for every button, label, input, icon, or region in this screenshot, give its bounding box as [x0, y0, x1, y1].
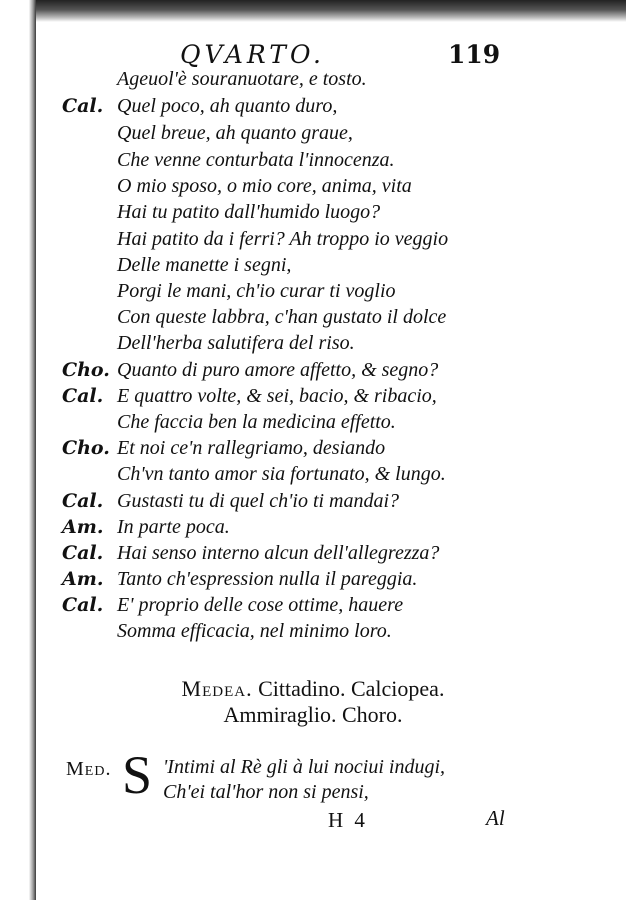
speaker-label-medea: Med.	[66, 758, 112, 780]
scene-characters-rest: Cittadino. Calciopea.	[252, 676, 445, 701]
verse-text: Quanto di puro amore affetto, & segno?	[117, 359, 439, 381]
verse-text: Quel poco, ah quanto duro,	[117, 95, 338, 117]
running-head: QVARTO.	[180, 40, 325, 69]
verse-text: Hai patito da i ferri? Ah troppo io veggio	[117, 228, 449, 250]
page-header	[180, 40, 520, 70]
verse-text: Ageuol'è souranuotare, e tosto.	[117, 68, 367, 90]
speaker-label: Am.	[62, 568, 104, 590]
speaker-label: Cal.	[62, 490, 104, 512]
speaker-label: Cho.	[62, 359, 110, 381]
speaker-label: Am.	[62, 516, 104, 538]
verse-text: Con queste labbra, c'han gustato il dolce	[117, 306, 447, 328]
verse-text: Gustasti tu di quel ch'io ti mandai?	[117, 490, 400, 512]
scene-heading-line-2: Ammiraglio. Choro.	[223, 702, 403, 727]
verse-text: Ch'ei tal'hor non si pensi,	[163, 781, 369, 803]
verse-text: E' proprio delle cose ottime, hauere	[117, 594, 404, 616]
verse-text: Et noi ce'n rallegriamo, desiando	[117, 437, 386, 459]
speaker-label: Cho.	[62, 437, 110, 459]
catchword: Al	[486, 806, 505, 830]
signature-mark: H 4	[328, 808, 368, 832]
verse-text: O mio sposo, o mio core, anima, vita	[117, 175, 412, 197]
verse-text: Dell'herba salutifera del riso.	[117, 332, 355, 354]
speaker-label: Cal.	[62, 95, 104, 117]
verse-text: Ch'vn tanto amor sia fortunato, & lungo.	[117, 463, 446, 485]
scene-first-character: Medea.	[181, 676, 253, 701]
drop-cap: S	[122, 745, 153, 805]
page-number: 119	[448, 40, 501, 69]
verse-text: Che faccia ben la medicina effetto.	[117, 411, 396, 433]
scene-heading-line-1	[0, 676, 626, 702]
verse-text: Hai senso interno alcun dell'allegrezza?	[117, 542, 440, 564]
speaker-label: Cal.	[62, 385, 104, 407]
page-top-shadow	[0, 0, 626, 22]
verse-text: Quel breue, ah quanto graue,	[117, 122, 353, 144]
verse-text: 'Intimi al Rè gli à lui nociui indugi,	[163, 756, 446, 778]
verse-text: In parte poca.	[117, 516, 230, 538]
verse-text: Porgi le mani, ch'io curar ti voglio	[117, 280, 396, 302]
verse-text: Che venne conturbata l'innocenza.	[117, 149, 395, 171]
speaker-label: Cal.	[62, 594, 104, 616]
speaker-label: Cal.	[62, 542, 104, 564]
verse-text: Hai tu patito dall'humido luogo?	[117, 201, 381, 223]
verse-text: Somma efficacia, nel minimo loro.	[117, 620, 392, 642]
verse-text: Tanto ch'espression nulla il pareggia.	[117, 568, 418, 590]
scene-opening	[0, 745, 626, 810]
verse-text: E quattro volte, & sei, bacio, & ribacio,	[117, 385, 437, 407]
verse-text: Delle manette i segni,	[117, 254, 292, 276]
